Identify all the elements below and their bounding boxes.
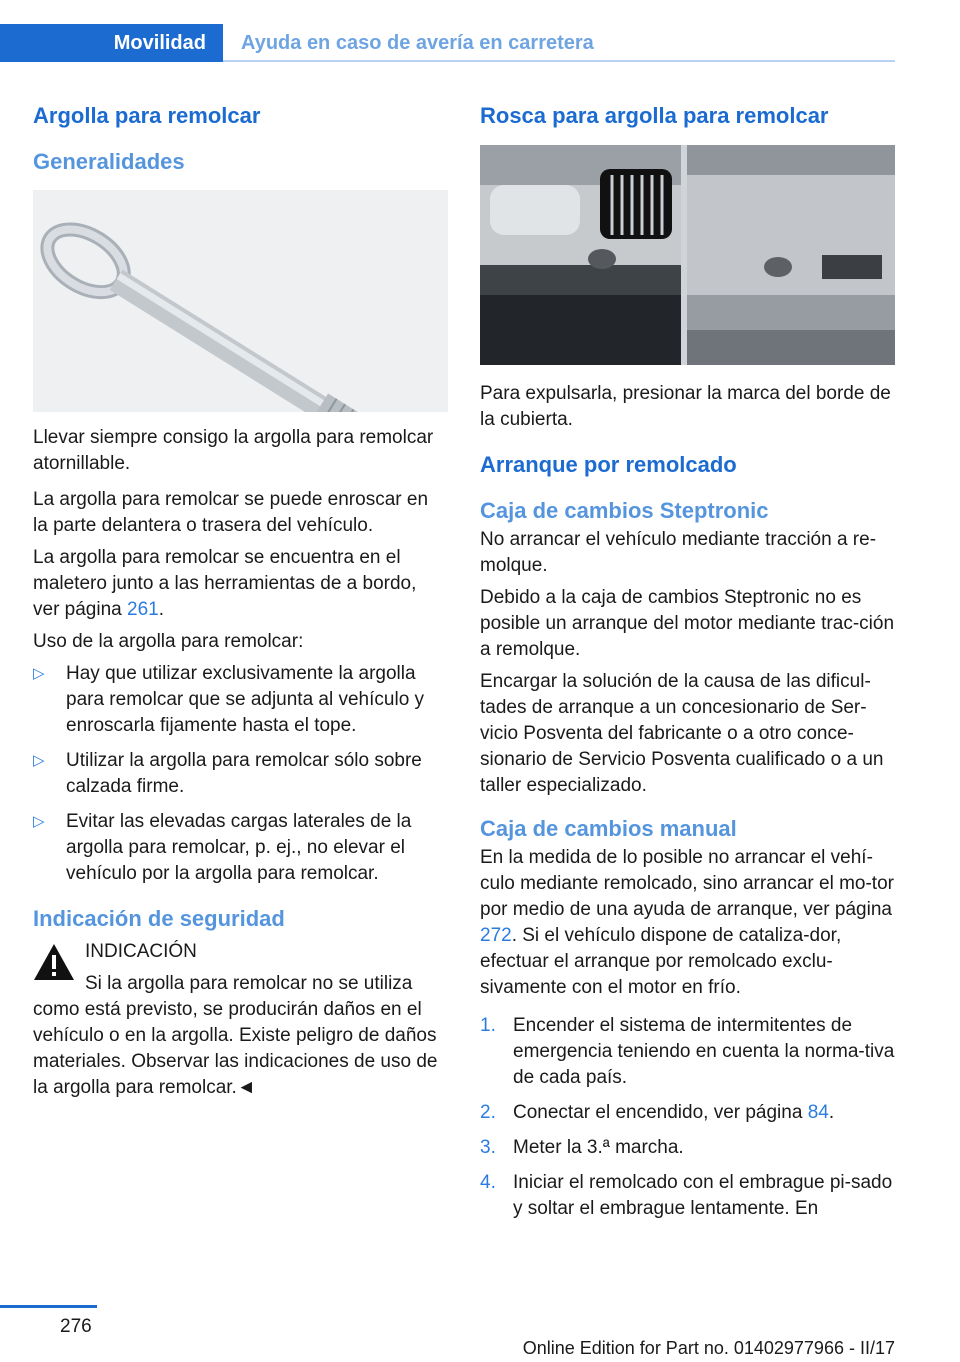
bullet-item xyxy=(33,809,448,887)
text-manual: En la medida de lo posible no arrancar el vehí‐culo mediante remolcado, sino arrancar el mo‐tor por medio de una ayuda de arranque, ver página xyxy=(480,847,894,920)
heading-steptronic: Caja de cambios Steptronic xyxy=(480,498,769,523)
heading-seguridad: Indicación de seguridad xyxy=(33,906,285,931)
bullet-text: Evitar las elevadas cargas laterales de la argolla para remolcar, p. ej., no elevar el vehículo por la argolla para remolcar. xyxy=(66,811,412,884)
right-column xyxy=(480,98,895,1222)
bullet-item xyxy=(33,661,448,739)
step-text: Conectar el encendido, ver página xyxy=(513,1102,808,1123)
step-text: Iniciar el remolcado con el embrague pi‐sado y soltar el embrague lentamente. En xyxy=(513,1172,893,1219)
text-period: . xyxy=(158,599,164,620)
tow-eye-figure xyxy=(33,190,448,412)
step-number: 4. xyxy=(480,1172,496,1193)
warning-triangle-icon xyxy=(33,943,75,981)
heading-arranque: Arranque por remolcado xyxy=(480,452,737,477)
tab-movilidad[interactable]: Movilidad xyxy=(0,24,223,62)
warning-body: como está previsto, se producirán daños en el vehículo o en la argolla. Existe peligro de daños materiales. Observar las indicaciones de uso de la argolla para remolcar.◄ xyxy=(33,999,438,1098)
paragraph-manual xyxy=(480,845,895,1001)
step-text: Encender el sistema de intermitentes de emergencia teniendo en cuenta la norma‐tiva de cada país. xyxy=(513,1015,895,1088)
header-tabs xyxy=(0,24,895,62)
page-number: 276 xyxy=(60,1316,92,1337)
footer-accent-line xyxy=(0,1305,97,1308)
paragraph-expulsar: Para expulsarla, presionar la marca del borde de la cubierta. xyxy=(480,383,891,430)
paragraph-encargar: Encargar la solución de la causa de las dificul‐tades de arranque a un concesionario de Ser‐vicio Posventa del fabricante o a otro conce‐sionario de Servicio Posventa cualificado o a un taller especializado. xyxy=(480,671,884,796)
triangle-bullet-icon: ▷ xyxy=(33,813,45,830)
heading-rosca: Rosca para argolla para remolcar xyxy=(480,103,829,128)
car-bumper-figure xyxy=(480,145,895,365)
tow-eye-illustration xyxy=(33,190,448,412)
bullet-item xyxy=(33,748,448,800)
step-text: Meter la 3.ª marcha. xyxy=(513,1137,684,1158)
triangle-bullet-icon: ▷ xyxy=(33,665,45,682)
warning-label: INDICACIÓN xyxy=(85,941,197,962)
step-number: 2. xyxy=(480,1102,496,1123)
paragraph-enroscar: La argolla para remolcar se puede enroscar en la parte delantera o trasera del vehículo. xyxy=(33,489,429,536)
paragraph-maletero xyxy=(33,545,448,623)
link-page-84[interactable]: 84 xyxy=(807,1102,829,1123)
step-item xyxy=(480,1170,895,1222)
warning-line-1: Si la argolla para remolcar no se utiliza xyxy=(85,973,413,994)
paragraph-llevar: Llevar siempre consigo la argolla para remolcar atornillable. xyxy=(33,427,434,474)
text-manual-rest: . Si el vehículo dispone de cataliza‐dor, efectuar el arranque por remolcado exclu‐sivamente con el motor en frío. xyxy=(480,925,842,998)
step-item xyxy=(480,1100,895,1126)
bullet-text: Utilizar la argolla para remolcar sólo sobre calzada firme. xyxy=(66,750,422,797)
step-item xyxy=(480,1135,895,1161)
step-item xyxy=(480,1013,895,1091)
edition-info: Online Edition for Part no. 01402977966 - II/17 xyxy=(522,1338,895,1358)
heading-manual: Caja de cambios manual xyxy=(480,816,737,841)
tab-underline xyxy=(223,60,895,62)
paragraph-steptronic: Debido a la caja de cambios Steptronic no es posible un arranque del motor mediante trac‐ción a remolque. xyxy=(480,587,895,660)
bullet-text: Hay que utilizar exclusivamente la argolla para remolcar que se adjunta al vehículo y enroscarla fijamente hasta el tope. xyxy=(66,663,425,736)
paragraph-uso: Uso de la argolla para remolcar: xyxy=(33,631,304,652)
heading-generalidades: Generalidades xyxy=(33,149,185,174)
step-text-end: . xyxy=(828,1102,835,1123)
heading-argolla: Argolla para remolcar xyxy=(33,103,261,128)
link-page-272[interactable]: 272 xyxy=(480,925,512,946)
left-column xyxy=(33,98,448,1101)
tow-start-steps xyxy=(480,1013,895,1222)
triangle-bullet-icon: ▷ xyxy=(33,752,45,769)
safety-note xyxy=(33,939,448,1101)
paragraph-no-arrancar: No arrancar el vehículo mediante tracción a re‐molque. xyxy=(480,529,877,576)
bumper-photos xyxy=(480,145,895,365)
text-maletero: La argolla para remolcar se encuentra en el maletero junto a las herramientas de a bordo, ver página xyxy=(33,547,417,620)
tab-ayuda-averia[interactable]: Ayuda en caso de avería en carretera xyxy=(241,31,594,54)
usage-bullet-list xyxy=(33,661,448,887)
step-number: 3. xyxy=(480,1137,496,1158)
step-number: 1. xyxy=(480,1015,496,1036)
link-page-261[interactable]: 261 xyxy=(127,599,159,620)
